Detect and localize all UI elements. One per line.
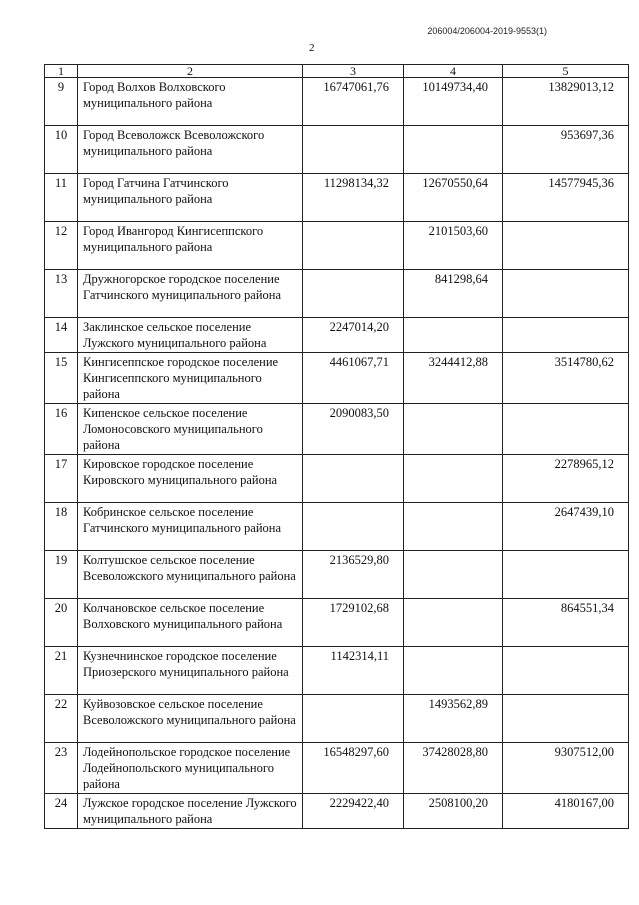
value-col3: 4461067,71 <box>303 353 404 404</box>
municipality-name: Лужское городское поселение Лужского муниципального района <box>78 794 303 829</box>
value-col4: 37428028,80 <box>404 743 503 794</box>
value-col5: 4180167,00 <box>503 794 629 829</box>
table-row <box>45 78 629 126</box>
row-number: 10 <box>45 126 78 174</box>
municipality-name: Куйвозовское сельское поселение Всеволожского муниципального района <box>78 695 303 743</box>
value-col3: 2247014,20 <box>303 318 404 353</box>
value-col4 <box>404 647 503 695</box>
table-row <box>45 599 629 647</box>
table-row <box>45 353 629 404</box>
municipality-name: Колчановское сельское поселение Волховского муниципального района <box>78 599 303 647</box>
value-col3 <box>303 270 404 318</box>
value-col3: 1729102,68 <box>303 599 404 647</box>
table-row <box>45 695 629 743</box>
row-number: 14 <box>45 318 78 353</box>
value-col5: 953697,36 <box>503 126 629 174</box>
table-row <box>45 174 629 222</box>
row-number: 20 <box>45 599 78 647</box>
value-col3: 11298134,32 <box>303 174 404 222</box>
value-col5 <box>503 695 629 743</box>
value-col4 <box>404 455 503 503</box>
table-row <box>45 794 629 829</box>
municipality-name: Колтушское сельское поселение Всеволожского муниципального района <box>78 551 303 599</box>
value-col3: 16548297,60 <box>303 743 404 794</box>
municipality-name: Кобринское сельское поселение Гатчинского муниципального района <box>78 503 303 551</box>
value-col3 <box>303 503 404 551</box>
municipality-name: Кузнечнинское городское поселение Приозерского муниципального района <box>78 647 303 695</box>
subsidy-table <box>44 64 629 829</box>
municipality-name: Кировское городское поселение Кировского муниципального района <box>78 455 303 503</box>
row-number: 22 <box>45 695 78 743</box>
municipality-name: Дружногорское городское поселение Гатчинского муниципального района <box>78 270 303 318</box>
row-number: 16 <box>45 404 78 455</box>
municipality-name: Заклинское сельское поселение Лужского муниципального района <box>78 318 303 353</box>
value-col3: 1142314,11 <box>303 647 404 695</box>
column-header: 4 <box>404 65 503 78</box>
value-col3: 16747061,76 <box>303 78 404 126</box>
value-col4 <box>404 503 503 551</box>
value-col3: 2090083,50 <box>303 404 404 455</box>
value-col5: 2278965,12 <box>503 455 629 503</box>
value-col5: 3514780,62 <box>503 353 629 404</box>
municipality-name: Кипенское сельское поселение Ломоносовского муниципального района <box>78 404 303 455</box>
row-number: 18 <box>45 503 78 551</box>
value-col5 <box>503 222 629 270</box>
table-row <box>45 647 629 695</box>
value-col4: 3244412,88 <box>404 353 503 404</box>
value-col5: 2647439,10 <box>503 503 629 551</box>
table-row <box>45 318 629 353</box>
row-number: 24 <box>45 794 78 829</box>
value-col3 <box>303 222 404 270</box>
row-number: 21 <box>45 647 78 695</box>
value-col3: 2136529,80 <box>303 551 404 599</box>
table-row <box>45 503 629 551</box>
value-col4: 12670550,64 <box>404 174 503 222</box>
row-number: 17 <box>45 455 78 503</box>
value-col5 <box>503 270 629 318</box>
municipality-name: Город Всеволожск Всеволожского муниципального района <box>78 126 303 174</box>
municipality-name: Кингисеппское городское поселение Кингисеппского муниципального района <box>78 353 303 404</box>
value-col4: 1493562,89 <box>404 695 503 743</box>
row-number: 13 <box>45 270 78 318</box>
table-row <box>45 126 629 174</box>
value-col5: 864551,34 <box>503 599 629 647</box>
value-col4: 841298,64 <box>404 270 503 318</box>
municipality-name: Город Гатчина Гатчинского муниципального района <box>78 174 303 222</box>
table-row <box>45 743 629 794</box>
value-col4 <box>404 126 503 174</box>
value-col4 <box>404 318 503 353</box>
row-number: 23 <box>45 743 78 794</box>
column-header: 3 <box>303 65 404 78</box>
municipality-name: Город Ивангород Кингисеппского муниципального района <box>78 222 303 270</box>
value-col3 <box>303 455 404 503</box>
municipality-name: Город Волхов Волховского муниципального района <box>78 78 303 126</box>
value-col3: 2229422,40 <box>303 794 404 829</box>
column-header: 2 <box>78 65 303 78</box>
row-number: 19 <box>45 551 78 599</box>
value-col4 <box>404 599 503 647</box>
value-col3 <box>303 695 404 743</box>
row-number: 15 <box>45 353 78 404</box>
table-row <box>45 222 629 270</box>
value-col5 <box>503 551 629 599</box>
row-number: 12 <box>45 222 78 270</box>
header-row <box>45 65 629 78</box>
value-col4: 2508100,20 <box>404 794 503 829</box>
value-col4 <box>404 404 503 455</box>
value-col5 <box>503 404 629 455</box>
value-col4: 10149734,40 <box>404 78 503 126</box>
value-col4 <box>404 551 503 599</box>
value-col5: 13829013,12 <box>503 78 629 126</box>
table-row <box>45 455 629 503</box>
column-header: 5 <box>503 65 629 78</box>
value-col3 <box>303 126 404 174</box>
value-col5 <box>503 318 629 353</box>
row-number: 9 <box>45 78 78 126</box>
table-row <box>45 404 629 455</box>
value-col5: 14577945,36 <box>503 174 629 222</box>
column-header: 1 <box>45 65 78 78</box>
table-row <box>45 551 629 599</box>
table-row <box>45 270 629 318</box>
value-col5 <box>503 647 629 695</box>
value-col5: 9307512,00 <box>503 743 629 794</box>
document-id: 206004/206004-2019-9553(1) <box>427 26 547 36</box>
value-col4: 2101503,60 <box>404 222 503 270</box>
page-number: 2 <box>309 42 315 54</box>
row-number: 11 <box>45 174 78 222</box>
municipality-name: Лодейнопольское городское поселение Лодейнопольского муниципального района <box>78 743 303 794</box>
